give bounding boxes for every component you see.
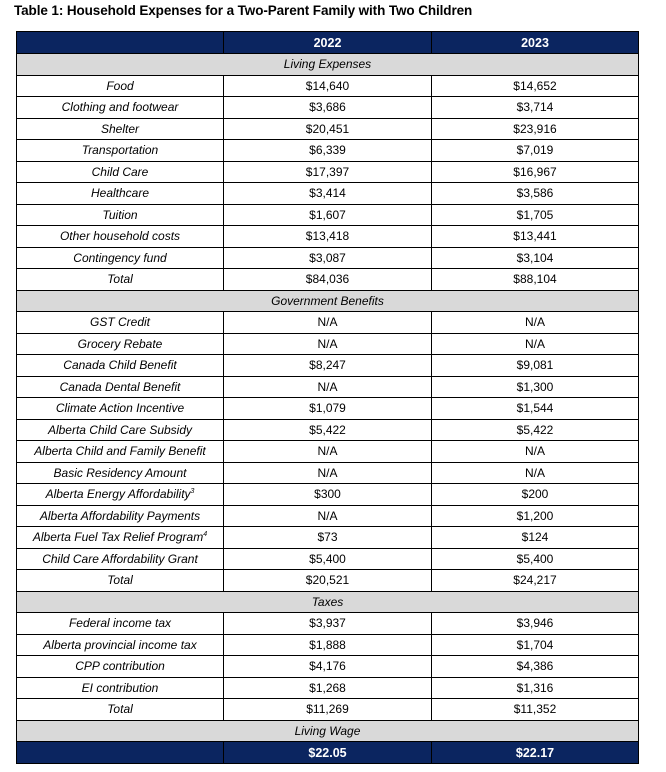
value-2022: $11,269 [224, 699, 432, 721]
table-row [17, 677, 639, 699]
value-2023: $3,946 [432, 613, 639, 635]
value-2022: $20,521 [224, 570, 432, 592]
row-label-text: Grocery Rebate [77, 336, 163, 351]
value-2023: $24,217 [432, 570, 639, 592]
table-body [17, 54, 639, 764]
table-row [17, 398, 639, 420]
row-label [17, 333, 224, 355]
value-2023: $1,316 [432, 677, 639, 699]
row-label [17, 570, 224, 592]
value-2022: $5,422 [224, 419, 432, 441]
row-label [17, 355, 224, 377]
row-label-text: Canada Dental Benefit [59, 379, 181, 394]
value-2022: $13,418 [224, 226, 432, 248]
table-row [17, 634, 639, 656]
table-row [17, 527, 639, 549]
table-row [17, 204, 639, 226]
row-label-text: Healthcare [90, 186, 150, 201]
row-label [17, 419, 224, 441]
table-row [17, 570, 639, 592]
row-label-text: Canada Child Benefit [63, 358, 177, 373]
value-2023: $88,104 [432, 269, 639, 291]
value-2023: $1,544 [432, 398, 639, 420]
value-2023: N/A [432, 441, 639, 463]
value-2022: $3,414 [224, 183, 432, 205]
expenses-table [16, 31, 639, 764]
value-2023: $1,705 [432, 204, 639, 226]
value-2023: N/A [432, 312, 639, 334]
row-label-text: Shelter [100, 121, 140, 136]
table-row [17, 247, 639, 269]
table-row [17, 484, 639, 506]
row-label [17, 527, 224, 549]
value-2022: $84,036 [224, 269, 432, 291]
row-label-text: Contingency fund [73, 250, 167, 265]
table-row [17, 656, 639, 678]
value-2022: $3,686 [224, 97, 432, 119]
row-label [17, 204, 224, 226]
row-label [17, 613, 224, 635]
value-2022: $1,268 [224, 677, 432, 699]
row-label-text: Other household costs [59, 229, 181, 244]
row-label [17, 183, 224, 205]
row-label [17, 161, 224, 183]
table-row [17, 312, 639, 334]
row-label [17, 226, 224, 248]
row-label [17, 97, 224, 119]
table-row [17, 699, 639, 721]
table-row [17, 97, 639, 119]
row-label [17, 656, 224, 678]
value-2022: $5,400 [224, 548, 432, 570]
value-2023: $4,386 [432, 656, 639, 678]
row-label-text: Child Care Affordability Grant [42, 551, 198, 566]
row-label-text: Alberta Child and Family Benefit [34, 444, 206, 459]
row-label-text: Alberta Fuel Tax Relief Program [32, 530, 204, 545]
value-2023: $7,019 [432, 140, 639, 162]
value-2023: $200 [432, 484, 639, 506]
section-title: Living Expenses [17, 54, 639, 76]
row-label [17, 484, 224, 506]
row-label [17, 548, 224, 570]
living-wage-2022: $22.05 [224, 742, 432, 764]
value-2022: $1,607 [224, 204, 432, 226]
value-2023: $124 [432, 527, 639, 549]
header-row [17, 32, 639, 54]
value-2022: $4,176 [224, 656, 432, 678]
value-2022: $1,888 [224, 634, 432, 656]
value-2023: $3,104 [432, 247, 639, 269]
value-2023: $1,300 [432, 376, 639, 398]
row-label [17, 699, 224, 721]
table-row [17, 333, 639, 355]
section-header-benefits [17, 290, 639, 312]
row-label-text: Alberta Affordability Payments [39, 508, 201, 523]
row-label-text: Total [107, 573, 133, 588]
row-label [17, 634, 224, 656]
value-2022: N/A [224, 312, 432, 334]
table-row [17, 183, 639, 205]
living-wage-row [17, 742, 639, 764]
row-label [17, 140, 224, 162]
row-label [17, 118, 224, 140]
row-label [17, 441, 224, 463]
footnote-marker: 4 [203, 531, 208, 539]
living-wage-2023: $22.17 [432, 742, 639, 764]
value-2022: $300 [224, 484, 432, 506]
table-row [17, 269, 639, 291]
row-label-text: Child Care [91, 164, 149, 179]
table-row [17, 419, 639, 441]
row-label [17, 75, 224, 97]
value-2023: $16,967 [432, 161, 639, 183]
row-label-text: EI contribution [81, 680, 159, 695]
value-2022: $14,640 [224, 75, 432, 97]
value-2022: N/A [224, 333, 432, 355]
table-row [17, 505, 639, 527]
row-label [17, 505, 224, 527]
value-2023: $1,200 [432, 505, 639, 527]
value-2023: $5,400 [432, 548, 639, 570]
value-2023: $1,704 [432, 634, 639, 656]
value-2022: N/A [224, 441, 432, 463]
row-label [17, 269, 224, 291]
value-2022: N/A [224, 505, 432, 527]
row-label [17, 376, 224, 398]
table-row [17, 161, 639, 183]
header-2023: 2023 [432, 32, 639, 54]
value-2022: $3,087 [224, 247, 432, 269]
value-2023: $23,916 [432, 118, 639, 140]
section-title: Taxes [17, 591, 639, 613]
table-row [17, 462, 639, 484]
value-2022: $8,247 [224, 355, 432, 377]
value-2023: $3,714 [432, 97, 639, 119]
table-row [17, 613, 639, 635]
row-label-text: Clothing and footwear [61, 100, 179, 115]
table-row [17, 376, 639, 398]
row-label-text: Alberta Energy Affordability [45, 487, 191, 502]
table-row [17, 118, 639, 140]
header-label-cell [17, 32, 224, 54]
table-row [17, 226, 639, 248]
section-header-wage [17, 720, 639, 742]
value-2023: $14,652 [432, 75, 639, 97]
row-label [17, 247, 224, 269]
row-label [17, 312, 224, 334]
value-2022: $73 [224, 527, 432, 549]
value-2022: $20,451 [224, 118, 432, 140]
row-label-text: Transportation [81, 143, 159, 158]
row-label-text: Alberta provincial income tax [43, 637, 197, 652]
footnote-marker: 3 [190, 488, 195, 496]
value-2023: $11,352 [432, 699, 639, 721]
section-header-taxes [17, 591, 639, 613]
value-2023: N/A [432, 333, 639, 355]
section-title: Living Wage [17, 720, 639, 742]
row-label [17, 398, 224, 420]
value-2023: $13,441 [432, 226, 639, 248]
table-row [17, 355, 639, 377]
header-2022: 2022 [224, 32, 432, 54]
row-label-text: Alberta Child Care Subsidy [47, 422, 193, 437]
section-title: Government Benefits [17, 290, 639, 312]
row-label [17, 462, 224, 484]
value-2023: $3,586 [432, 183, 639, 205]
row-label-text: GST Credit [89, 315, 150, 330]
row-label-text: Basic Residency Amount [53, 465, 187, 480]
table-row [17, 441, 639, 463]
value-2022: N/A [224, 376, 432, 398]
table-title: Table 1: Household Expenses for a Two-Parent Family with Two Children [14, 3, 473, 18]
row-label-text: Climate Action Incentive [55, 401, 185, 416]
table-row [17, 75, 639, 97]
value-2023: $5,422 [432, 419, 639, 441]
value-2022: $1,079 [224, 398, 432, 420]
value-2022: N/A [224, 462, 432, 484]
table-row [17, 140, 639, 162]
value-2022: $17,397 [224, 161, 432, 183]
row-label-text: Federal income tax [68, 616, 172, 631]
value-2022: $3,937 [224, 613, 432, 635]
row-label-text: Food [106, 78, 134, 93]
row-label-text: Tuition [102, 207, 138, 222]
value-2022: $6,339 [224, 140, 432, 162]
section-header-living [17, 54, 639, 76]
living-wage-label-cell [17, 742, 224, 764]
row-label-text: CPP contribution [75, 659, 165, 674]
row-label-text: Total [107, 702, 133, 717]
table-row [17, 548, 639, 570]
value-2023: N/A [432, 462, 639, 484]
row-label-text: Total [107, 272, 133, 287]
value-2023: $9,081 [432, 355, 639, 377]
row-label [17, 677, 224, 699]
